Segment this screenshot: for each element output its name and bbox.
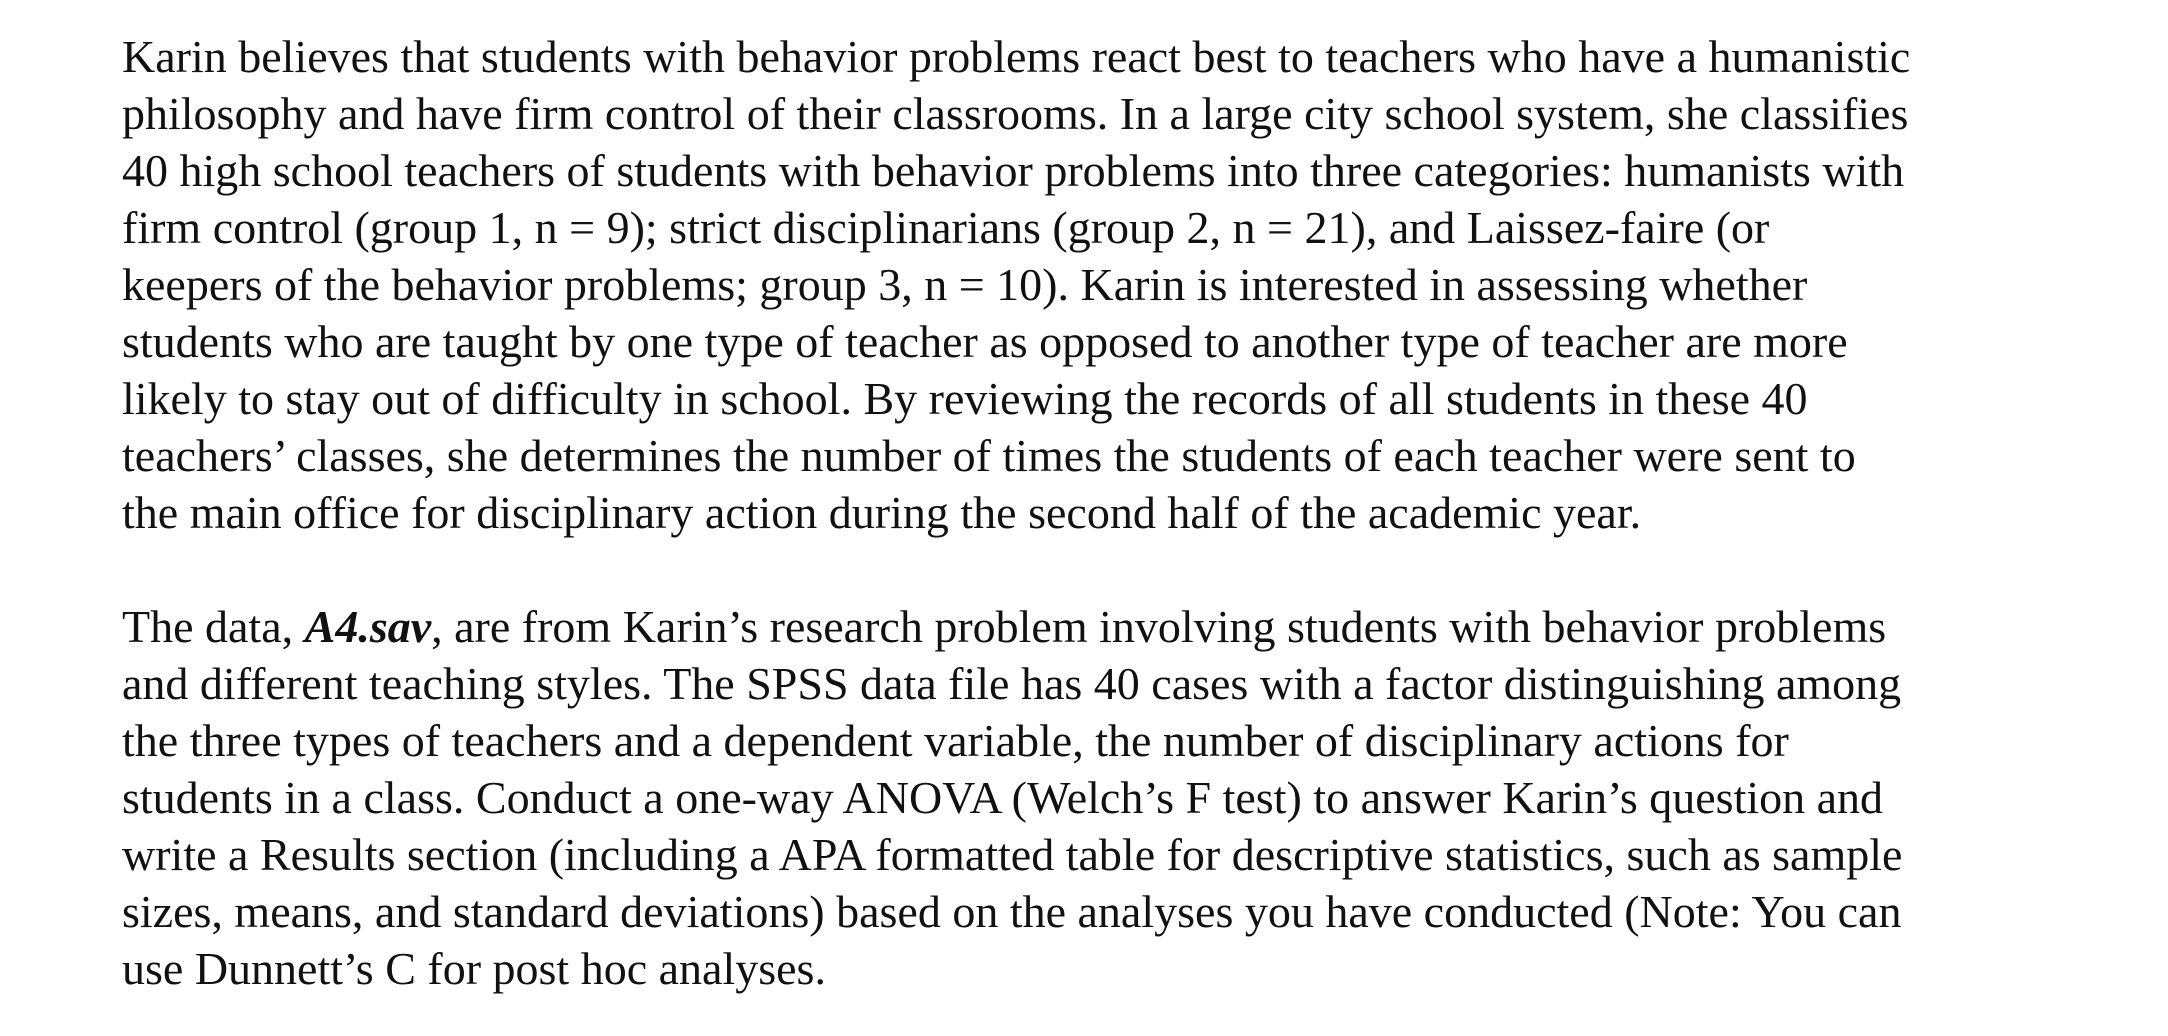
text-segment: , are from Karin’s research problem involving students with behavior problems [431, 601, 1887, 652]
text-line: teachers’ classes, she determines the number of times the students of each teacher were sent to [122, 430, 1856, 481]
text-line: and different teaching styles. The SPSS data file has 40 cases with a factor distinguishing among [122, 658, 1902, 709]
paragraph-study-description [122, 28, 2082, 541]
paragraph-assignment-instructions [122, 598, 2082, 997]
text-line: keepers of the behavior problems; group 3, n = 10). Karin is interested in assessing whether [122, 259, 1808, 310]
text-line: students who are taught by one type of teacher as opposed to another type of teacher are more [122, 316, 1848, 367]
text-line: the three types of teachers and a dependent variable, the number of disciplinary actions for [122, 715, 1789, 766]
text-line: 40 high school teachers of students with behavior problems into three categories: humanists with [122, 145, 1905, 196]
text-line: the main office for disciplinary action during the second half of the academic year. [122, 487, 1642, 538]
text-line: sizes, means, and standard deviations) based on the analyses you have conducted (Note: You can [122, 886, 1902, 937]
text-line: philosophy and have firm control of their classrooms. In a large city school system, she classifies [122, 88, 1909, 139]
text-line: Karin believes that students with behavior problems react best to teachers who have a humanistic [122, 31, 1911, 82]
text-segment: The data, [122, 601, 305, 652]
text-line: students in a class. Conduct a one-way ANOVA (Welch’s F test) to answer Karin’s question and [122, 772, 1884, 823]
document-page [122, 28, 2082, 997]
data-file-name: A4.sav [304, 601, 432, 652]
text-line [122, 598, 2082, 655]
text-line: likely to stay out of difficulty in school. By reviewing the records of all students in these 40 [122, 373, 1808, 424]
text-line: use Dunnett’s C for post hoc analyses. [122, 943, 826, 994]
text-line: write a Results section (including a APA formatted table for descriptive statistics, such as sample [122, 829, 1903, 880]
text-line: firm control (group 1, n = 9); strict disciplinarians (group 2, n = 21), and Laissez-faire (or [122, 202, 1770, 253]
